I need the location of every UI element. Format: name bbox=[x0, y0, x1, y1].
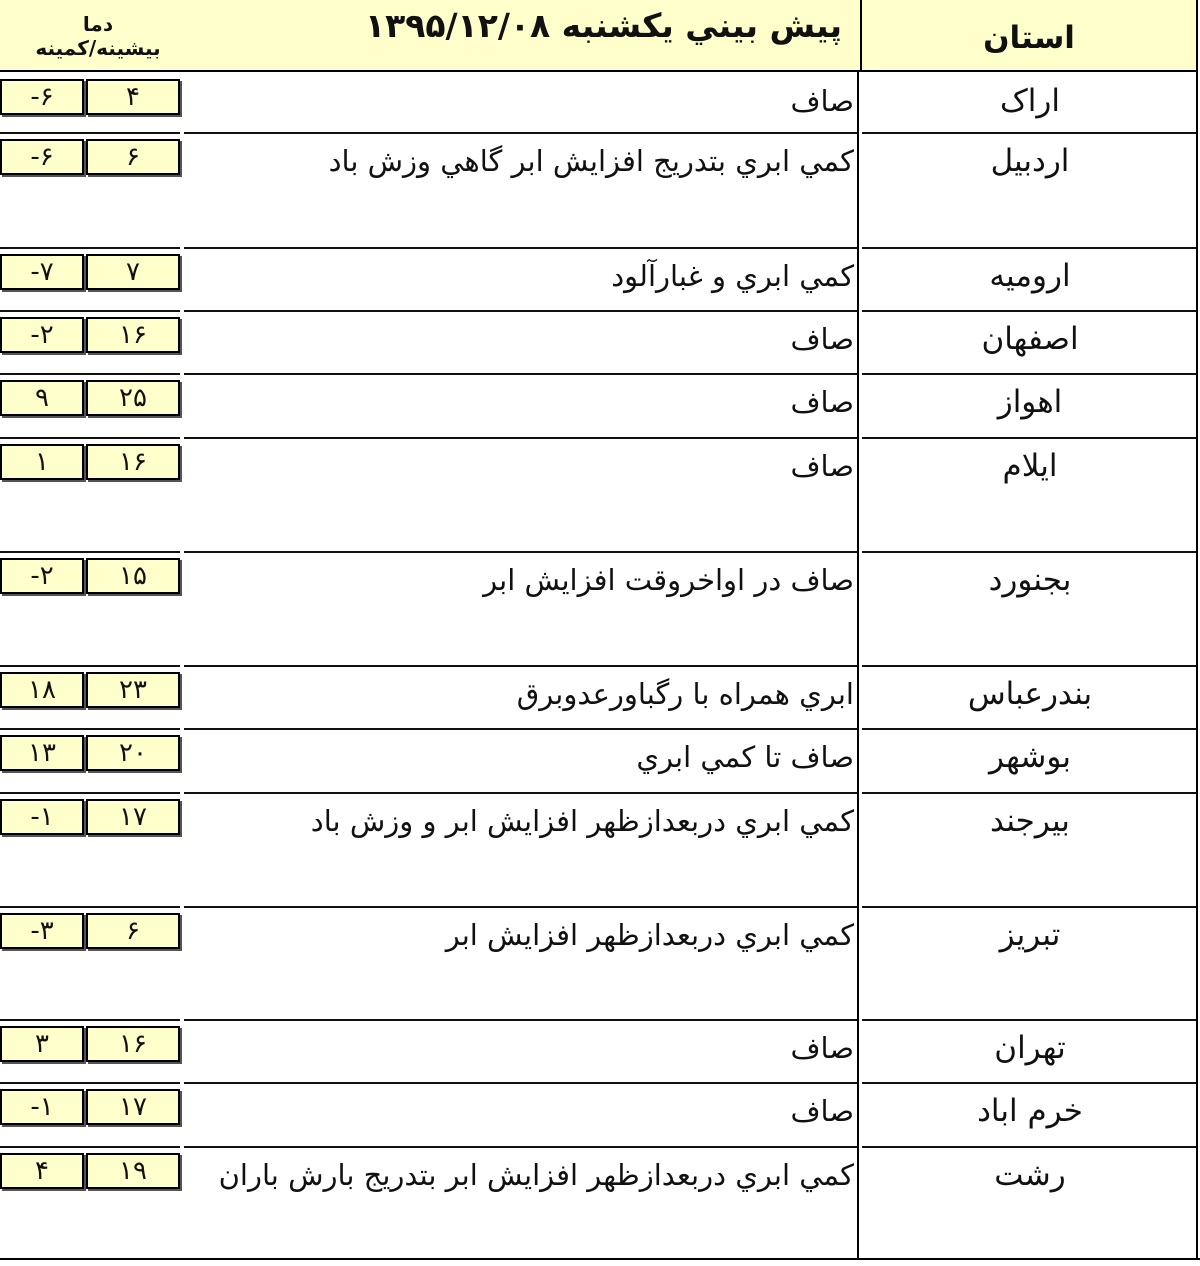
row-divider bbox=[0, 1146, 180, 1148]
weather-condition: کمي ابري و غبارآلود bbox=[611, 259, 854, 293]
max-temperature: ۷ bbox=[86, 254, 180, 290]
min-temperature: -۳ bbox=[0, 913, 84, 949]
province-name: ايلام bbox=[1002, 448, 1058, 484]
max-temperature: ۱۵ bbox=[86, 558, 180, 594]
table-row bbox=[0, 313, 1200, 376]
weather-condition: ابري همراه با رگباورعدوبرق bbox=[516, 677, 854, 711]
row-divider bbox=[184, 665, 857, 667]
row-divider bbox=[862, 247, 1196, 249]
min-temperature: -۷ bbox=[0, 254, 84, 290]
row-divider bbox=[0, 247, 180, 249]
table-row bbox=[0, 75, 1200, 135]
row-divider bbox=[0, 1019, 180, 1021]
max-min-label: بیشینه/کمینه bbox=[35, 36, 161, 60]
row-divider bbox=[0, 132, 180, 134]
weather-condition: صاف bbox=[790, 1094, 854, 1128]
weather-condition: صاف bbox=[790, 1031, 854, 1065]
province-header-label: استان bbox=[983, 20, 1075, 56]
row-divider bbox=[184, 1146, 857, 1148]
weather-condition: صاف bbox=[790, 449, 854, 483]
table-row bbox=[0, 440, 1200, 554]
province-name: اهواز bbox=[997, 384, 1063, 420]
min-temperature: ۱ bbox=[0, 444, 84, 480]
weather-condition: کمي ابري دربعدازظهر افزايش ابر بتدريج بارش باران bbox=[218, 1158, 854, 1192]
weather-condition: کمي ابري دربعدازظهر افزايش ابر bbox=[445, 918, 854, 952]
province-name: رشت bbox=[994, 1157, 1066, 1193]
max-temperature: ۴ bbox=[86, 79, 180, 115]
province-name: بجنورد bbox=[988, 562, 1072, 598]
row-divider bbox=[184, 1019, 857, 1021]
province-name: اردبيل bbox=[990, 143, 1070, 179]
row-divider bbox=[184, 906, 857, 908]
weather-condition: صاف bbox=[790, 385, 854, 419]
row-divider bbox=[862, 792, 1196, 794]
table-row bbox=[0, 376, 1200, 440]
row-divider bbox=[184, 1082, 857, 1084]
row-divider bbox=[0, 373, 180, 375]
row-divider bbox=[0, 665, 180, 667]
province-name: اروميه bbox=[989, 258, 1071, 294]
table-row bbox=[0, 1085, 1200, 1149]
province-name: خرم اباد bbox=[977, 1093, 1083, 1129]
row-divider bbox=[0, 792, 180, 794]
max-temperature: ۱۷ bbox=[86, 1089, 180, 1125]
table-bottom-border bbox=[0, 1258, 1200, 1260]
max-temperature: ۱۷ bbox=[86, 799, 180, 835]
temperature-label: دما bbox=[82, 12, 114, 36]
weather-condition: کمي ابري بتدريج افزايش ابر گاهي وزش باد bbox=[328, 144, 854, 178]
max-temperature: ۱۶ bbox=[86, 317, 180, 353]
min-temperature: -۶ bbox=[0, 139, 84, 175]
table-row bbox=[0, 668, 1200, 731]
row-divider bbox=[184, 310, 857, 312]
temperature-header bbox=[8, 12, 188, 60]
forecast-column-header bbox=[0, 0, 860, 72]
weather-condition: کمي ابري دربعدازظهر افزايش ابر و وزش باد bbox=[310, 804, 854, 838]
table-row bbox=[0, 909, 1200, 1022]
row-divider bbox=[184, 792, 857, 794]
row-divider bbox=[0, 437, 180, 439]
row-divider bbox=[184, 551, 857, 553]
row-divider bbox=[862, 373, 1196, 375]
min-temperature: ۳ bbox=[0, 1026, 84, 1062]
min-temperature: -۲ bbox=[0, 558, 84, 594]
max-temperature: ۶ bbox=[86, 913, 180, 949]
weather-condition: صاف bbox=[790, 322, 854, 356]
min-temperature: -۱ bbox=[0, 799, 84, 835]
province-name: بوشهر bbox=[988, 739, 1071, 775]
max-temperature: ۱۶ bbox=[86, 1026, 180, 1062]
province-name: بندرعباس bbox=[967, 676, 1093, 712]
row-divider bbox=[862, 665, 1196, 667]
min-temperature: ۱۳ bbox=[0, 735, 84, 771]
max-temperature: ۱۹ bbox=[86, 1153, 180, 1189]
table-row bbox=[0, 250, 1200, 313]
row-divider bbox=[862, 1019, 1196, 1021]
row-divider bbox=[0, 551, 180, 553]
table-row bbox=[0, 795, 1200, 909]
min-temperature: -۲ bbox=[0, 317, 84, 353]
row-divider bbox=[184, 373, 857, 375]
row-divider bbox=[184, 132, 857, 134]
row-divider bbox=[862, 310, 1196, 312]
row-divider bbox=[0, 728, 180, 730]
table-row bbox=[0, 1022, 1200, 1085]
max-temperature: ۲۰ bbox=[86, 735, 180, 771]
row-divider bbox=[0, 310, 180, 312]
row-divider bbox=[862, 132, 1196, 134]
max-temperature: ۶ bbox=[86, 139, 180, 175]
min-temperature: ۹ bbox=[0, 380, 84, 416]
weather-condition: صاف تا کمي ابري bbox=[636, 740, 854, 774]
row-divider bbox=[0, 1082, 180, 1084]
row-divider bbox=[862, 1082, 1196, 1084]
min-temperature: -۶ bbox=[0, 79, 84, 115]
province-name: اراک bbox=[1000, 83, 1060, 119]
province-name: اصفهان bbox=[981, 321, 1079, 357]
row-divider bbox=[862, 437, 1196, 439]
table-row bbox=[0, 1149, 1200, 1259]
row-divider bbox=[184, 728, 857, 730]
row-divider bbox=[184, 247, 857, 249]
province-column-header bbox=[860, 0, 1198, 72]
province-name: تهران bbox=[994, 1030, 1066, 1066]
min-temperature: ۱۸ bbox=[0, 672, 84, 708]
table-row bbox=[0, 554, 1200, 668]
table-row bbox=[0, 731, 1200, 795]
min-temperature: -۱ bbox=[0, 1089, 84, 1125]
max-temperature: ۲۳ bbox=[86, 672, 180, 708]
row-divider bbox=[184, 437, 857, 439]
max-temperature: ۲۵ bbox=[86, 380, 180, 416]
row-divider bbox=[0, 906, 180, 908]
weather-condition: صاف در اواخروقت افزايش ابر bbox=[483, 563, 854, 597]
weather-condition: صاف bbox=[790, 84, 854, 118]
row-divider bbox=[862, 728, 1196, 730]
row-divider bbox=[862, 551, 1196, 553]
province-name: تبريز bbox=[999, 917, 1061, 953]
forecast-title: پيش بيني يکشنبه ۱۳۹۵/۱۲/۰۸ bbox=[364, 6, 842, 45]
table-row bbox=[0, 135, 1200, 250]
max-temperature: ۱۶ bbox=[86, 444, 180, 480]
province-name: بيرجند bbox=[990, 803, 1070, 839]
row-divider bbox=[862, 1146, 1196, 1148]
min-temperature: ۴ bbox=[0, 1153, 84, 1189]
row-divider bbox=[862, 906, 1196, 908]
